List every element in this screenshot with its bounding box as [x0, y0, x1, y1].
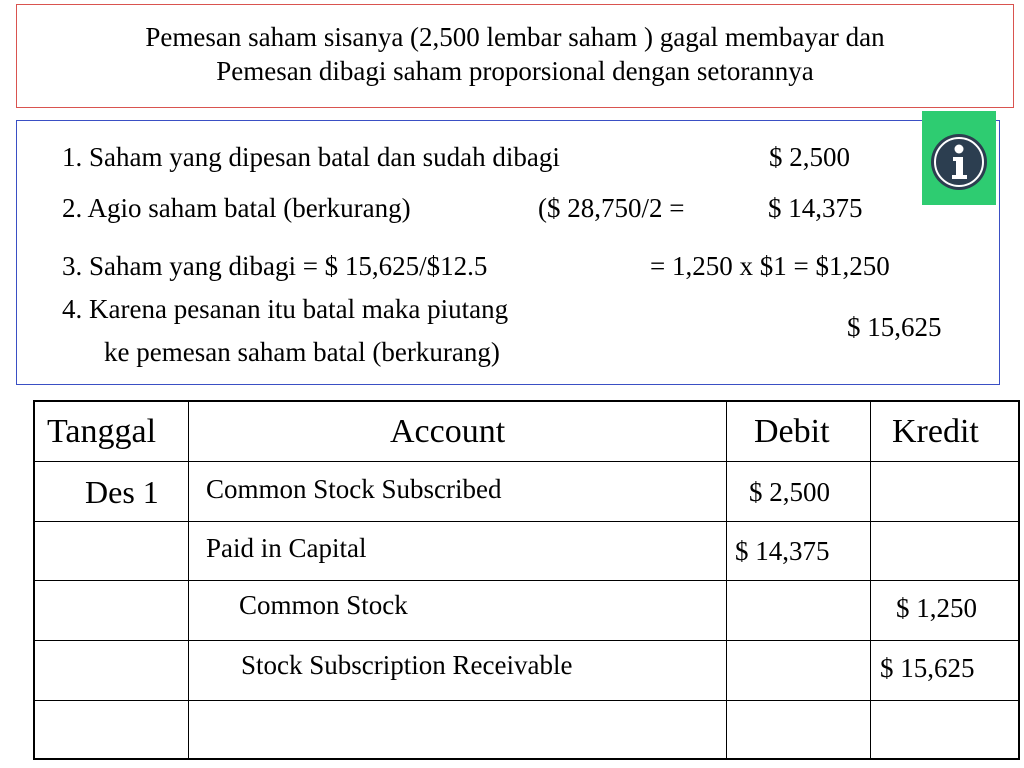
row-divider — [35, 461, 1018, 462]
item-1-label: 1. Saham yang dipesan batal dan sudah dibagi — [62, 142, 560, 172]
item-1-value: $ 2,500 — [769, 142, 850, 172]
title-box — [16, 4, 1014, 108]
item-3-calc: = 1,250 x $1 = $1,250 — [650, 251, 890, 281]
row-2-debit: $ 14,375 — [735, 536, 830, 566]
row-1-account: Common Stock Subscribed — [206, 474, 502, 504]
info-glyph — [929, 132, 989, 192]
row-4-account: Stock Subscription Receivable — [241, 650, 573, 680]
item-2-value: $ 14,375 — [768, 193, 863, 223]
row-1-debit: $ 2,500 — [749, 477, 830, 507]
item-4-line-1: 4. Karena pesanan itu batal maka piutang — [62, 294, 509, 324]
header-account: Account — [390, 413, 506, 450]
item-3-label: 3. Saham yang dibagi = $ 15,625/$12.5 — [62, 251, 488, 281]
info-icon[interactable] — [922, 111, 996, 205]
row-3-account: Common Stock — [239, 590, 408, 620]
item-4-value: $ 15,625 — [847, 312, 942, 342]
row-divider — [35, 700, 1018, 701]
row-4-credit: $ 15,625 — [880, 653, 975, 683]
header-credit: Kredit — [892, 413, 979, 450]
row-3-credit: $ 1,250 — [896, 593, 977, 623]
row-divider — [35, 580, 1018, 581]
journal-table — [33, 400, 1020, 760]
item-2-label: 2. Agio saham batal (berkurang) — [62, 193, 411, 223]
row-2-account: Paid in Capital — [206, 533, 367, 563]
row-divider — [35, 521, 1018, 522]
title-line-2: Pemesan dibagi saham proporsional dengan setorannya — [216, 56, 814, 86]
row-1-date: Des 1 — [85, 474, 159, 510]
header-date: Tanggal — [47, 413, 157, 450]
item-4-line-2: ke pemesan saham batal (berkurang) — [104, 337, 500, 367]
header-debit: Debit — [754, 413, 830, 450]
row-divider — [35, 640, 1018, 641]
title-line-1: Pemesan saham sisanya (2,500 lembar saham ) gagal membayar dan — [145, 22, 885, 52]
info-box — [16, 120, 1000, 385]
item-2-calc: ($ 28,750/2 = — [538, 193, 685, 223]
